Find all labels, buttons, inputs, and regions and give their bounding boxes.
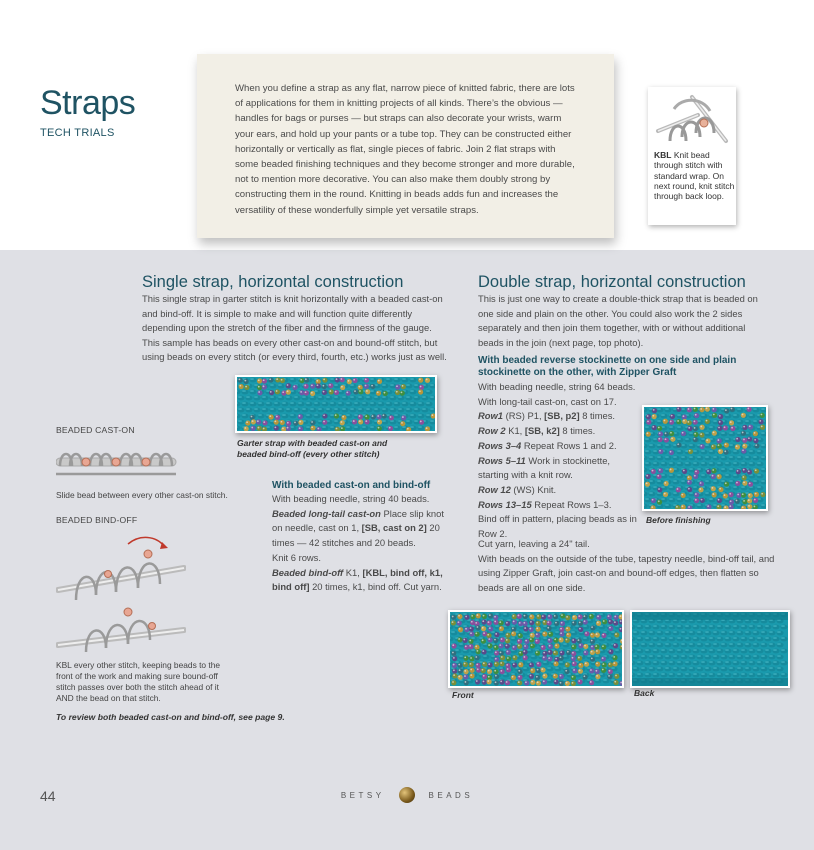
garter-strap-caption: Garter strap with beaded cast-on and beaded bind-off (every other stitch) bbox=[237, 438, 388, 459]
review-note: To review both beaded cast-on and bind-off, see page 9. bbox=[56, 712, 285, 722]
before-finishing-photo bbox=[642, 405, 768, 511]
cast-on-diagram-label: BEADED CAST-ON bbox=[56, 425, 135, 435]
front-photo bbox=[448, 610, 624, 688]
single-strap-heading: Single strap, horizontal construction bbox=[142, 273, 404, 291]
cast-on-diagram-caption: Slide bead between every other cast-on stitch. bbox=[56, 490, 228, 500]
brand-right: BEADS bbox=[428, 790, 474, 800]
before-finishing-image bbox=[644, 407, 766, 509]
brand-left: BETSY bbox=[340, 790, 385, 800]
intro-text: When you define a strap as any flat, narrow piece of knitted fabric, there are lots of applications for them in knitting projects of all kinds. There’s the obvious — handles for bags or purses — but straps can also decorate your wrists, warm your ears, and hold up your pants or a tube top. They can be constructed either horizontally or vertically as flat, single pieces of fabric. Join 2 flat straps with some beaded finishing techniques and they become stronger and more durable, not to mention more decorative. You can also make them doubly strong by constructing them in the round. Knitting in beads adds fun and increases the versatility of these wonderfully simple yet versatile straps. bbox=[235, 83, 575, 216]
double-row-1: Row1 (RS) P1, [SB, p2] 8 times. bbox=[478, 410, 616, 422]
double-rows-13-15: Rows 13–15 Repeat Rows 1–3. bbox=[478, 498, 612, 510]
double-strap-paragraph: This is just one way to create a double-thick strap that is beaded on one side and plain on the other. You could also work the 2 sides separately and then join them together, with or without additional beads in the join (next page, top photo). bbox=[478, 293, 758, 348]
double-strap-heading: Double strap, horizontal construction bbox=[478, 273, 746, 291]
single-line-bind-off: Beaded bind-off K1, [KBL, bind off, k1, bind off] 20 times, k1, bind off. Cut yarn. bbox=[272, 566, 443, 593]
garter-strap-photo bbox=[235, 375, 437, 433]
front-caption: Front bbox=[452, 690, 474, 700]
double-line-bind-off: Bind off in pattern, placing beads as in Row 2. bbox=[478, 513, 637, 540]
page-number: 44 bbox=[40, 788, 56, 804]
cast-on-diagram bbox=[56, 440, 180, 480]
bind-off-diagram-label: BEADED BIND-OFF bbox=[56, 515, 138, 525]
double-line-string: With beading needle, string 64 beads. bbox=[478, 381, 636, 392]
single-line-string-beads: With beading needle, string 40 beads. bbox=[272, 493, 430, 504]
double-line-final: With beads on the outside of the tube, tapestry needle, bind-off tail, and using Zipper Graft, join cast-on and bound-off edges, then flatten so beads are all on one side. bbox=[478, 552, 775, 594]
double-row-2: Row 2 K1, [SB, k2] 8 times. bbox=[478, 425, 596, 437]
back-image bbox=[632, 612, 788, 686]
bead-logo-icon bbox=[399, 787, 415, 803]
before-finishing-caption: Before finishing bbox=[646, 515, 711, 525]
garter-strap-image bbox=[237, 377, 435, 431]
single-line-cast-on: Beaded long-tail cast-on Place slip knot on needle, cast on 1, [SB, cast on 2] 20 times — 42 stitches and 20 beads. bbox=[272, 507, 444, 549]
double-strap-pattern-bottom bbox=[478, 537, 778, 596]
double-line-cut: Cut yarn, leaving a 24" tail. bbox=[478, 538, 590, 549]
back-caption: Back bbox=[634, 688, 655, 698]
double-rows-5-11: Rows 5–11 Work in stockinette, starting with a knit row. bbox=[478, 454, 611, 481]
single-line-rows: Knit 6 rows. bbox=[272, 551, 321, 563]
single-strap-paragraph: This single strap in garter stitch is knit horizontally with a beaded cast-on and bind-off. It is simple to make and will function quite differently depending upon the stretch of the fiber and the firmness of the gauge. This sample has beads on every other cast-on and bound-off stitch, but using beads on every stitch (or every third, fourth, etc.) works just as well. bbox=[142, 293, 447, 363]
brand-footer bbox=[0, 787, 814, 803]
double-line-cast-on: With long-tail cast-on, cast on 17. bbox=[478, 395, 617, 407]
bind-off-diagram bbox=[56, 530, 186, 655]
double-strap-subhead: With beaded reverse stockinette on one side and plain stockinette on the other, with Zipper Graft bbox=[478, 355, 737, 378]
double-strap-pattern-top bbox=[478, 380, 640, 542]
back-photo bbox=[630, 610, 790, 688]
intro-card bbox=[197, 54, 614, 238]
double-row-12: Row 12 (WS) Knit. bbox=[478, 483, 557, 495]
kbl-illustration bbox=[652, 91, 732, 149]
kbl-caption: KBL Knit bead through stitch with standard wrap. On next round, knit stitch through back loop. bbox=[654, 150, 735, 202]
front-image bbox=[450, 612, 622, 686]
single-strap-subhead: With beaded cast-on and bind-off bbox=[272, 480, 431, 491]
single-strap-pattern bbox=[272, 492, 452, 595]
double-rows-3-4: Rows 3–4 Repeat Rows 1 and 2. bbox=[478, 439, 617, 451]
bind-off-diagram-caption: KBL every other stitch, keeping beads to the front of the work and making sure bound-off stitch passes over both the stitch ahead of it AND the bead on that stitch. bbox=[56, 660, 221, 703]
page-subtitle: TECH TRIALS bbox=[40, 127, 115, 139]
page-title: Straps bbox=[40, 84, 136, 122]
kbl-sidebar bbox=[648, 87, 736, 225]
